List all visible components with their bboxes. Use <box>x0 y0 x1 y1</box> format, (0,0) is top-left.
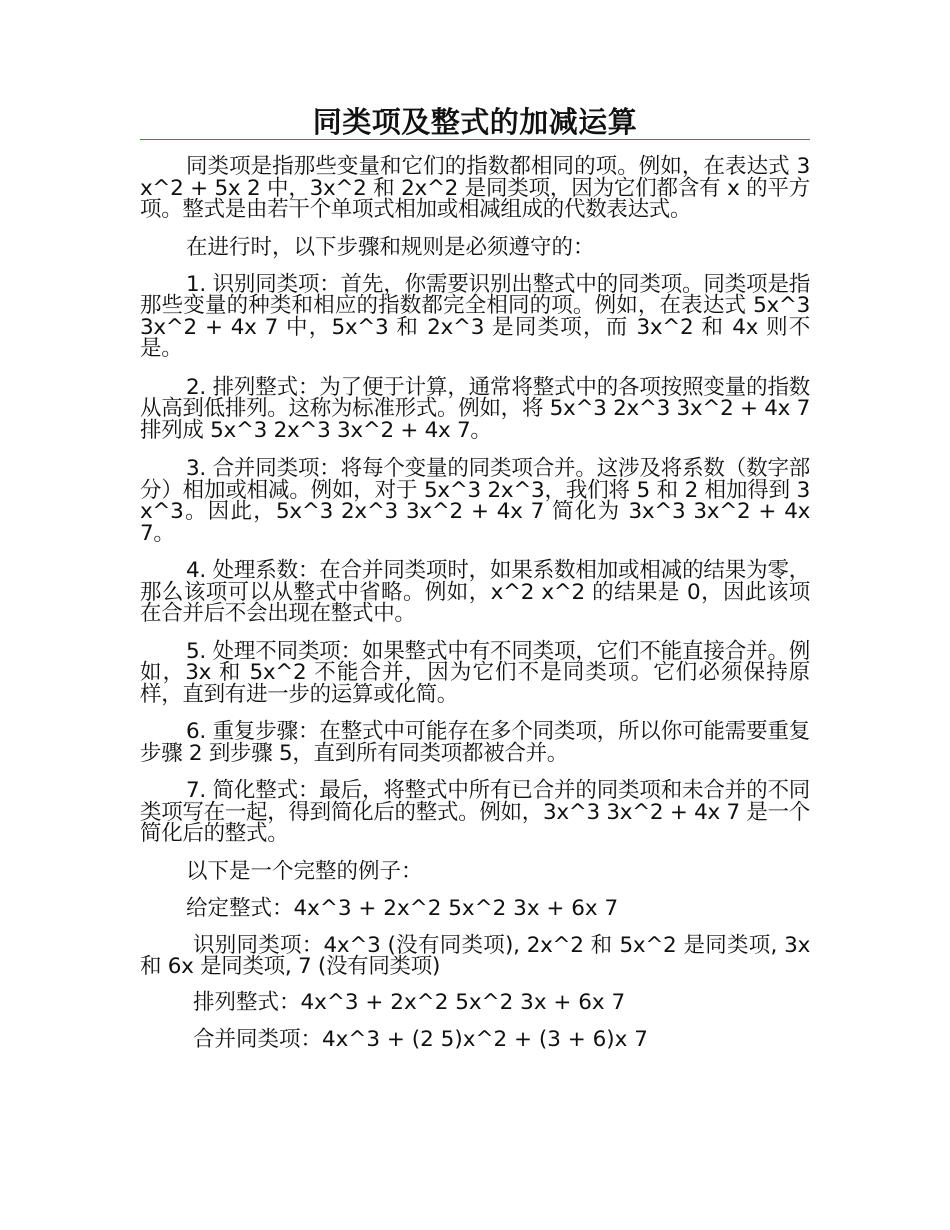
paragraph-step-1: 1. 识别同类项：首先，你需要识别出整式中的同类项。同类项是指那些变量的种类和相应的指数都完全相同的项。例如，在表达式 5x^3 3x^2 + 4x 7 中，5x^3 和 2x^3 是同类项，而 3x^2 和 4x 则不是。 <box>140 271 810 361</box>
paragraph-step-7: 7. 简化整式：最后，将整式中所有已合并的同类项和未合并的不同类项写在一起，得到简化后的整式。例如，3x^3 3x^2 + 4x 7 是一个简化后的整式。 <box>140 778 810 846</box>
paragraph-combine-like-terms: 合并同类项：4x^3 + (2 5)x^2 + (3 + 6)x 7 <box>193 1026 648 1052</box>
title-underline <box>140 139 810 140</box>
paragraph-intro: 同类项是指那些变量和它们的指数都相同的项。例如，在表达式 3x^2 + 5x 2 中，3x^2 和 2x^2 是同类项，因为它们都含有 x 的平方项。整式是由若干个单项式相加或相减组成的代数表达式。 <box>140 154 810 222</box>
document-body <box>140 156 810 1066</box>
paragraph-step-6: 6. 重复步骤：在整式中可能存在多个同类项，所以你可能需要重复步骤 2 到步骤 5，直到所有同类项都被合并。 <box>140 719 810 766</box>
paragraph-arrange-expression: 排列整式：4x^3 + 2x^2 5x^2 3x + 6x 7 <box>193 989 626 1015</box>
paragraph-step-4: 4. 处理系数：在合并同类项时，如果系数相加或相减的结果为零，那么该项可以从整式中省略。例如，x^2 x^2 的结果是 0，因此该项在合并后不会出现在整式中。 <box>140 558 810 626</box>
paragraph-step-2: 2. 排列整式：为了便于计算，通常将整式中的各项按照变量的指数从高到低排列。这称为标准形式。例如，将 5x^3 2x^3 3x^2 + 4x 7 排列成 5x^3 2x^3 3x^2 + 4x 7。 <box>140 374 810 443</box>
paragraph-given-expression: 给定整式：4x^3 + 2x^2 5x^2 3x + 6x 7 <box>186 895 619 921</box>
paragraph-step-3: 3. 合并同类项：将每个变量的同类项合并。这涉及将系数（数字部分）相加或相减。例如，对于 5x^3 2x^3，我们将 5 和 2 相加得到 3x^3。因此，5x^3 2x^3 3x^2 + 4x 7 简化为 3x^3 3x^2 + 4x 7。 <box>140 456 810 546</box>
paragraph-example-lead: 以下是一个完整的例子： <box>186 858 423 884</box>
document-title: 同类项及整式的加减运算 <box>312 105 638 139</box>
paragraph-identify-like-terms: 识别同类项：4x^3 (没有同类项), 2x^2 和 5x^2 是同类项, 3x 和 6x 是同类项, 7 (没有同类项) <box>140 932 810 979</box>
paragraph-rules-lead: 在进行时，以下步骤和规则是必须遵守的： <box>186 234 595 260</box>
paragraph-step-5: 5. 处理不同类项：如果整式中有不同类项，它们不能直接合并。例如，3x 和 5x^2 不能合并，因为它们不是同类项。它们必须保持原样，直到有进一步的运算或化简。 <box>140 638 810 707</box>
